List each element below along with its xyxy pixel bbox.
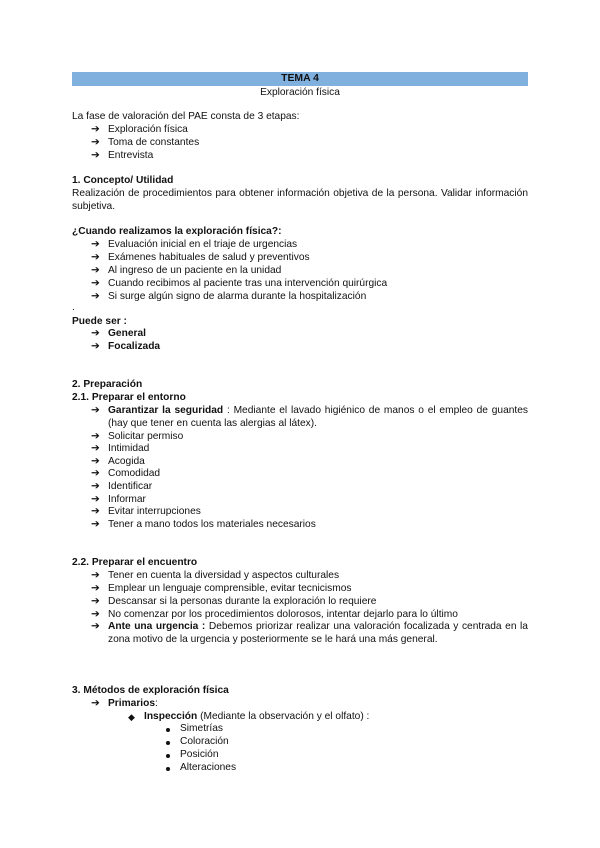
puede-ser-item: General bbox=[108, 328, 146, 339]
cuando-item: Evaluación inicial en el triaje de urgencias bbox=[108, 239, 298, 250]
entorno-item: Evitar interrupciones bbox=[108, 506, 201, 517]
arrow-bullet-icon: ➔ bbox=[91, 328, 100, 339]
inspeccion-line bbox=[144, 711, 369, 724]
arrow-bullet-icon: ➔ bbox=[91, 124, 100, 135]
concepto-body: Realización de procedimientos para obtener información objetiva de la persona. Validar información subjetiva. bbox=[72, 188, 528, 212]
urgencia-label: Ante una urgencia : bbox=[108, 621, 206, 632]
urgencia-text: Debemos priorizar realizar una valoración focalizada y centrada en la zona motivo de la urgencia y posteriormente se le hará una más general. bbox=[108, 621, 528, 645]
section-heading-preparacion: 2. Preparación bbox=[72, 379, 143, 390]
encuentro-item: Descansar si la personas durante la exploración lo requiere bbox=[108, 596, 377, 607]
section-heading-concepto: 1. Concepto/ Utilidad bbox=[72, 175, 174, 186]
dot-bullet-icon bbox=[166, 767, 170, 771]
arrow-bullet-icon: ➔ bbox=[91, 609, 100, 620]
dot-bullet-icon bbox=[166, 754, 170, 758]
section-heading-cuando: ¿Cuando realizamos la exploración física?: bbox=[72, 226, 282, 237]
cuando-item: Al ingreso de un paciente en la unidad bbox=[108, 265, 282, 276]
primarios-line bbox=[108, 698, 158, 711]
primarios-label: Primarios bbox=[108, 698, 155, 709]
stray-dot: . bbox=[72, 302, 75, 313]
entorno-item: Tener a mano todos los materiales necesarios bbox=[108, 519, 316, 530]
entorno-item: Acogida bbox=[108, 456, 145, 467]
intro-text: La fase de valoración del PAE consta de 3 etapas: bbox=[72, 111, 300, 122]
urgencia-paragraph bbox=[108, 621, 528, 647]
cuando-item: Exámenes habituales de salud y preventivos bbox=[108, 252, 310, 263]
entorno-item: Comodidad bbox=[108, 468, 161, 479]
arrow-bullet-icon: ➔ bbox=[91, 621, 100, 632]
dot-bullet-icon bbox=[166, 741, 170, 745]
arrow-bullet-icon: ➔ bbox=[91, 506, 100, 517]
arrow-bullet-icon: ➔ bbox=[91, 583, 100, 594]
inspeccion-item: Posición bbox=[180, 749, 219, 760]
subsection-heading-entorno: 2.1. Preparar el entorno bbox=[72, 392, 186, 403]
arrow-bullet-icon: ➔ bbox=[91, 468, 100, 479]
entorno-item: Solicitar permiso bbox=[108, 431, 184, 442]
arrow-bullet-icon: ➔ bbox=[91, 137, 100, 148]
puede-ser-item: Focalizada bbox=[108, 341, 161, 352]
encuentro-item: Emplear un lenguaje comprensible, evitar tecnicismos bbox=[108, 583, 352, 594]
subsection-heading-encuentro: 2.2. Preparar el encuentro bbox=[72, 557, 198, 568]
entorno-item: Intimidad bbox=[108, 443, 150, 454]
arrow-bullet-icon: ➔ bbox=[91, 431, 100, 442]
arrow-bullet-icon: ➔ bbox=[91, 443, 100, 454]
tema-header-band bbox=[72, 72, 528, 86]
arrow-bullet-icon: ➔ bbox=[91, 341, 100, 352]
arrow-bullet-icon: ➔ bbox=[91, 456, 100, 467]
encuentro-item: Tener en cuenta la diversidad y aspectos culturales bbox=[108, 570, 340, 581]
intro-item: Entrevista bbox=[108, 150, 154, 161]
cuando-item: Cuando recibimos al paciente tras una intervención quirúrgica bbox=[108, 278, 388, 289]
arrow-bullet-icon: ➔ bbox=[91, 239, 100, 250]
cuando-item: Si surge algún signo de alarma durante la hospitalización bbox=[108, 291, 367, 302]
arrow-bullet-icon: ➔ bbox=[91, 698, 100, 709]
diamond-bullet-icon: ◆ bbox=[128, 712, 135, 722]
arrow-bullet-icon: ➔ bbox=[91, 291, 100, 302]
arrow-bullet-icon: ➔ bbox=[91, 265, 100, 276]
primarios-colon: : bbox=[155, 698, 158, 709]
inspeccion-item: Coloración bbox=[180, 736, 229, 747]
entorno-item: Identificar bbox=[108, 481, 153, 492]
intro-item: Toma de constantes bbox=[108, 137, 200, 148]
tema-title: TEMA 4 bbox=[281, 73, 319, 84]
arrow-bullet-icon: ➔ bbox=[91, 481, 100, 492]
inspeccion-label: Inspección bbox=[144, 711, 198, 722]
arrow-bullet-icon: ➔ bbox=[91, 278, 100, 289]
dot-bullet-icon bbox=[166, 728, 170, 732]
puede-ser-heading: Puede ser : bbox=[72, 316, 127, 327]
seguridad-text: : Mediante el lavado higiénico de manos o el empleo de guantes (hay que tener en cuenta las alergias al látex). bbox=[108, 405, 528, 429]
page-subtitle: Exploración física bbox=[260, 87, 340, 98]
arrow-bullet-icon: ➔ bbox=[91, 150, 100, 161]
inspeccion-item: Alteraciones bbox=[180, 762, 237, 773]
arrow-bullet-icon: ➔ bbox=[91, 596, 100, 607]
arrow-bullet-icon: ➔ bbox=[91, 519, 100, 530]
arrow-bullet-icon: ➔ bbox=[91, 494, 100, 505]
arrow-bullet-icon: ➔ bbox=[91, 570, 100, 581]
encuentro-item: No comenzar por los procedimientos dolorosos, intentar dejarlo para lo último bbox=[108, 609, 458, 620]
seguridad-label: Garantizar la seguridad bbox=[108, 405, 224, 416]
section-heading-metodos: 3. Métodos de exploración física bbox=[72, 685, 229, 696]
arrow-bullet-icon: ➔ bbox=[91, 405, 100, 416]
arrow-bullet-icon: ➔ bbox=[91, 252, 100, 263]
entorno-item: Informar bbox=[108, 494, 146, 505]
inspeccion-item: Simetrías bbox=[180, 723, 224, 734]
seguridad-paragraph bbox=[108, 405, 528, 431]
intro-item: Exploración física bbox=[108, 124, 188, 135]
inspeccion-text: (Mediante la observación y el olfato) : bbox=[200, 711, 370, 722]
